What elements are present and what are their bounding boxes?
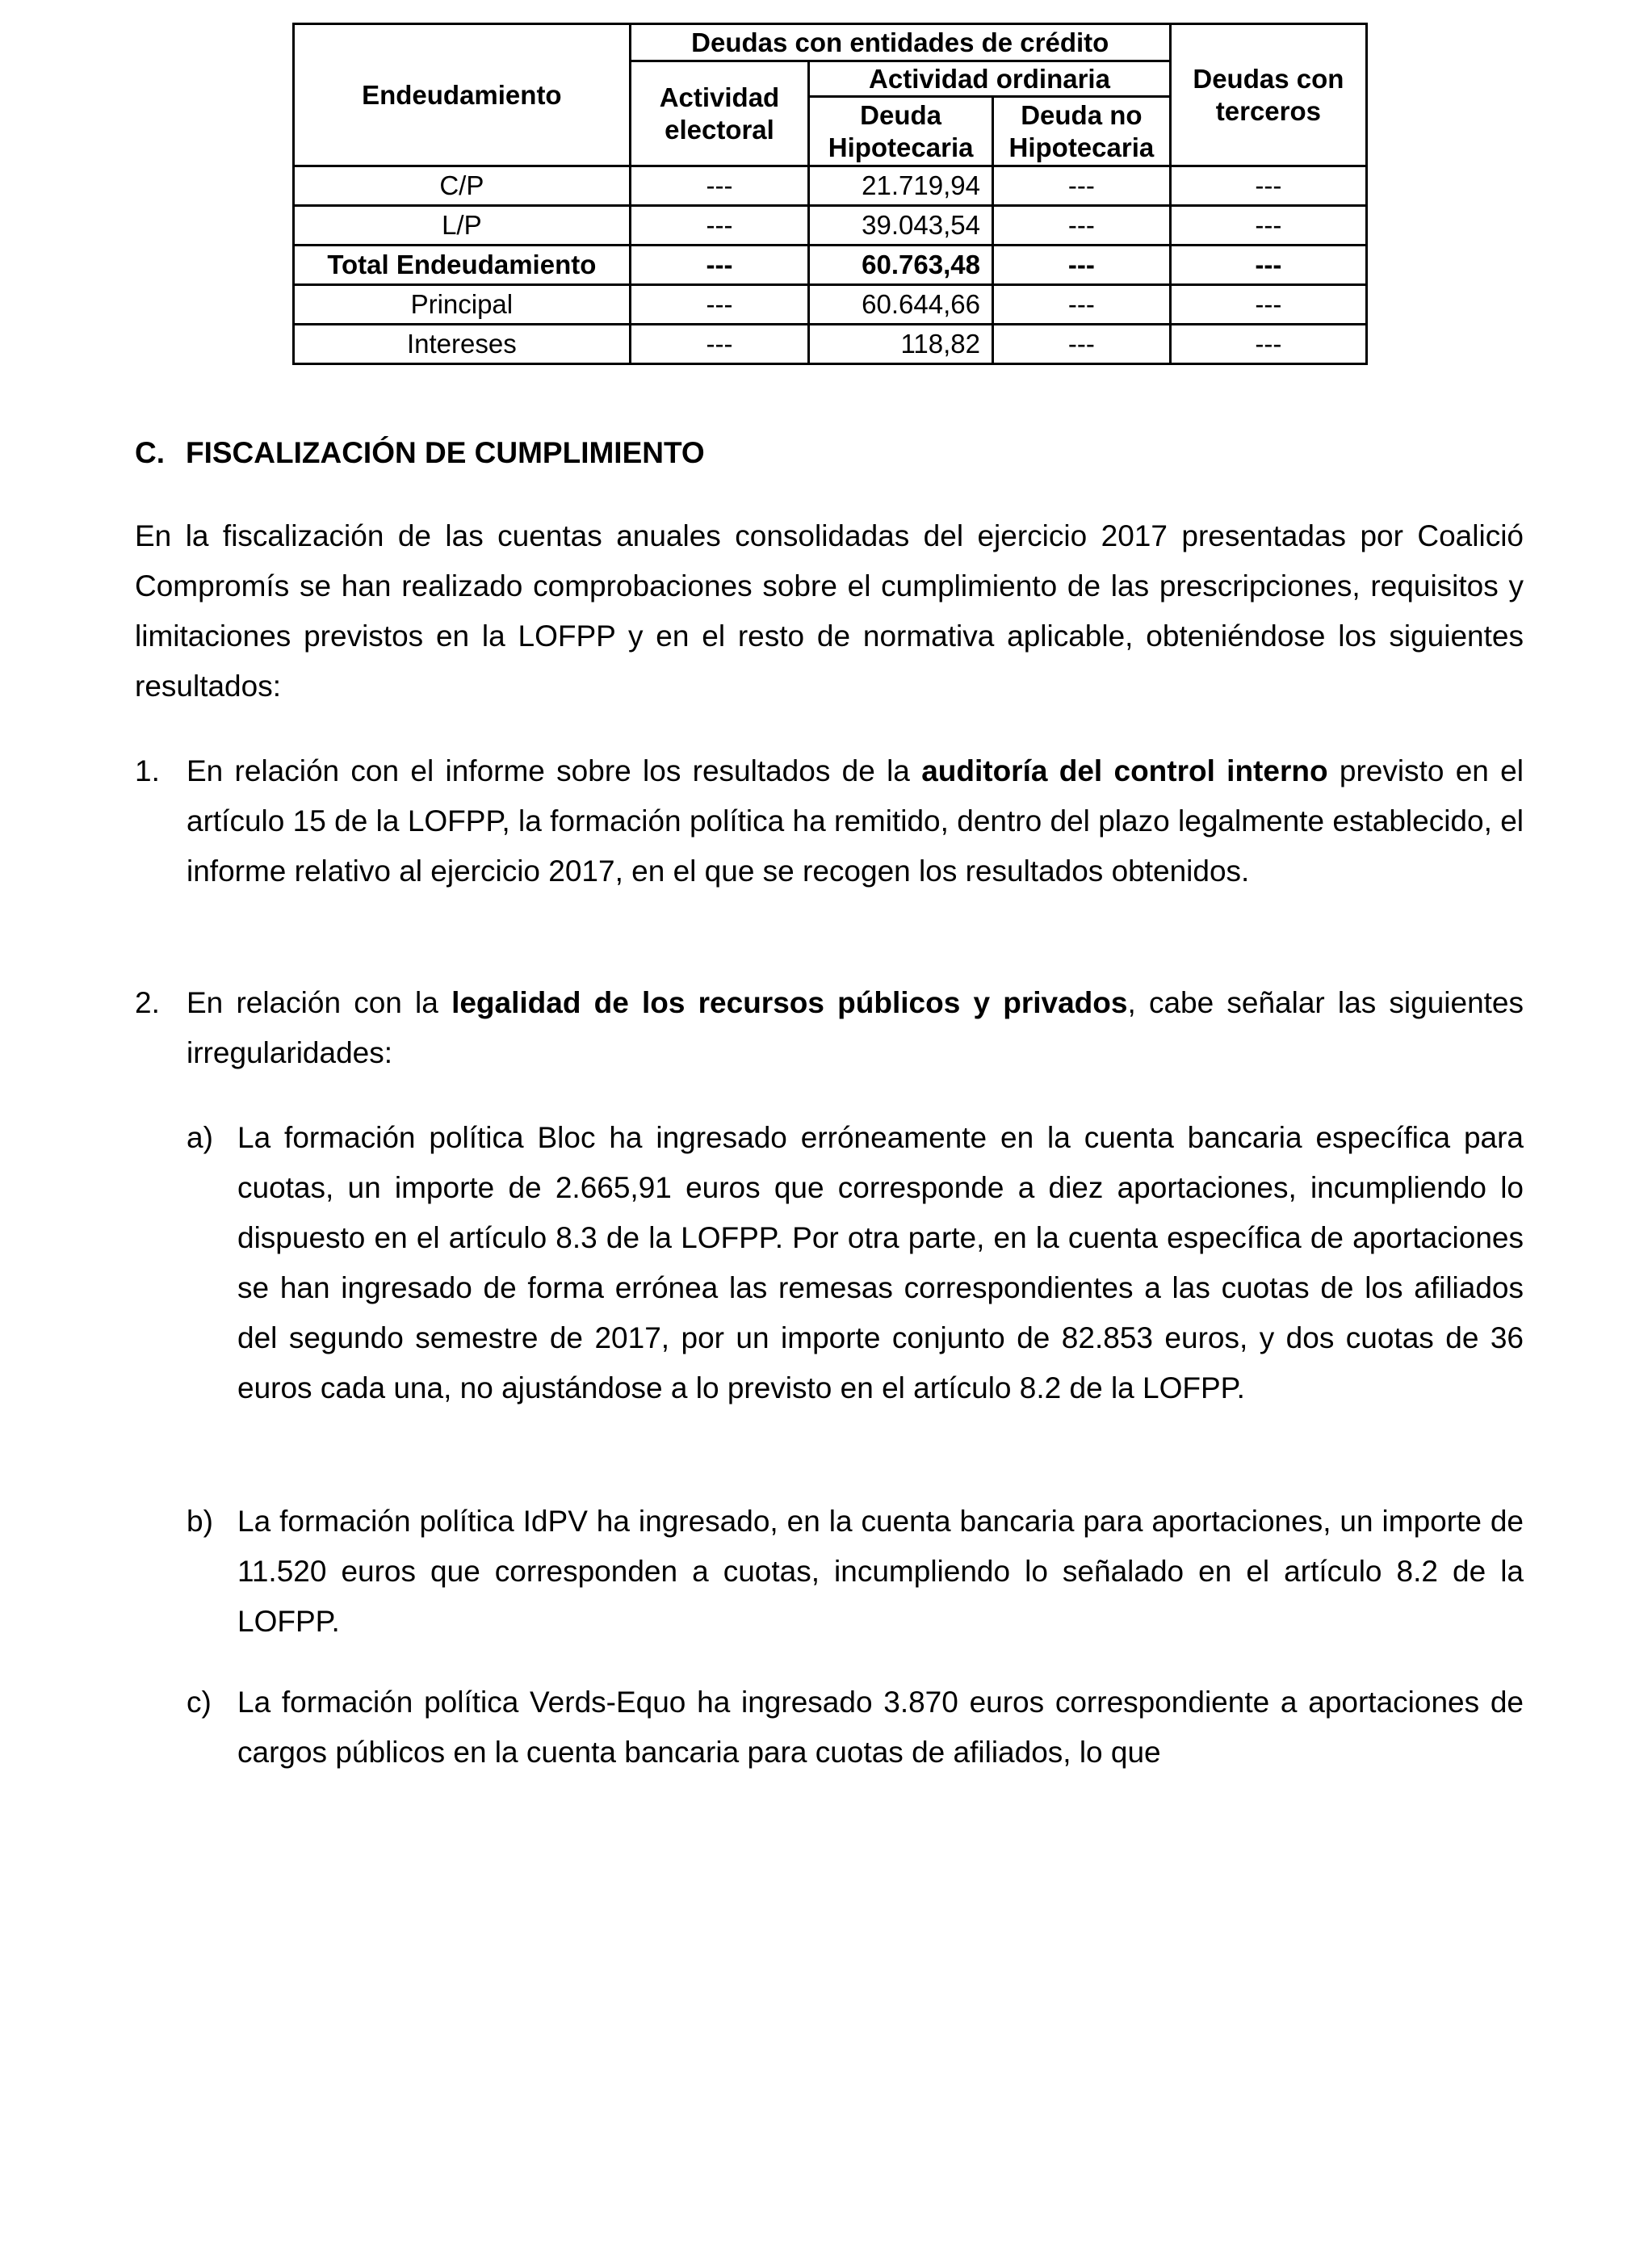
- sub-list-marker: a): [187, 1121, 213, 1154]
- table-row-total: [294, 246, 1367, 285]
- list-item-text: [187, 746, 1524, 896]
- cell-terceros: ---: [1170, 246, 1366, 285]
- cell-hipotecaria: 21.719,94: [809, 166, 993, 206]
- header-actividad-ordinaria: Actividad ordinaria: [809, 61, 1171, 97]
- list-item-text: [187, 978, 1524, 1078]
- sub-list-item-text: La formación política IdPV ha ingresado, en la cuenta bancaria para aportaciones, un importe de 11.520 euros que corresponden a cuotas, incumpliendo lo señalado en el artículo 8.2 de la LOFPP.: [237, 1505, 1524, 1638]
- cell-no-hipotecaria: ---: [992, 285, 1170, 325]
- cell-hipotecaria: 60.763,48: [809, 246, 993, 285]
- cell-no-hipotecaria: ---: [992, 206, 1170, 246]
- sub-list-item-text: La formación política Verds-Equo ha ingresado 3.870 euros correspondiente a aportaciones de cargos públicos en la cuenta bancaria para cuotas de afiliados, lo que: [237, 1686, 1524, 1769]
- cell-hipotecaria: 118,82: [809, 325, 993, 364]
- cell-hipotecaria: 60.644,66: [809, 285, 993, 325]
- header-actividad-electoral: Actividad electoral: [630, 61, 809, 166]
- cell-no-hipotecaria: ---: [992, 166, 1170, 206]
- cell-electoral: ---: [630, 246, 809, 285]
- sub-list-item-text: La formación política Bloc ha ingresado erróneamente en la cuenta bancaria específica para cuotas, un importe de 2.665,91 euros que corresponde a diez aportaciones, incumpliendo lo dispuesto en el artículo 8.3 de la LOFPP. Por otra parte, en la cuenta específica de aportaciones se han ingresado de forma errónea las remesas correspondientes a las cuotas de los afiliados del segundo semestre de 2017, por un importe conjunto de 82.853 euros, y dos cuotas de 36 euros cada una, no ajustándose a lo previsto en el artículo 8.2 de la LOFPP.: [237, 1121, 1524, 1404]
- table-row: [294, 285, 1367, 325]
- sub-list-marker: c): [187, 1686, 212, 1719]
- bold-run: auditoría del control interno: [921, 754, 1328, 787]
- table-row: [294, 206, 1367, 246]
- sub-list-item: [187, 1497, 1524, 1647]
- cell-electoral: ---: [630, 325, 809, 364]
- text-run: previsto en el artículo 15 de la LOFPP, la formación política ha remitido, dentro del plazo legalmente establecido, el informe relativo al ejercicio 2017, en el que se recogen los resultados obtenidos.: [187, 754, 1524, 888]
- row-label: Principal: [294, 285, 631, 325]
- cell-no-hipotecaria: ---: [992, 246, 1170, 285]
- bold-run: legalidad de los recursos públicos y privados: [451, 986, 1128, 1019]
- table-row: [294, 166, 1367, 206]
- cell-electoral: ---: [630, 166, 809, 206]
- debt-table-header: [294, 24, 1367, 166]
- cell-hipotecaria: 39.043,54: [809, 206, 993, 246]
- cell-terceros: ---: [1170, 325, 1366, 364]
- cell-terceros: ---: [1170, 206, 1366, 246]
- text-run: En relación con la: [187, 986, 452, 1019]
- cell-terceros: ---: [1170, 166, 1366, 206]
- cell-electoral: ---: [630, 285, 809, 325]
- header-endeudamiento: Endeudamiento: [294, 24, 631, 166]
- header-deudas-terceros: Deudas con terceros: [1170, 24, 1366, 166]
- list-marker: 1.: [135, 754, 160, 787]
- list-marker: 2.: [135, 986, 160, 1019]
- row-label: L/P: [294, 206, 631, 246]
- sub-list-marker: b): [187, 1505, 213, 1538]
- text-run: En relación con el informe sobre los resultados de la: [187, 754, 922, 787]
- list-item: [135, 746, 1524, 896]
- list-item: [135, 978, 1524, 1078]
- text-run: , cabe señalar las siguientes irregularidades:: [187, 986, 1524, 1069]
- header-deuda-no-hipotecaria: Deuda no Hipotecaria: [992, 97, 1170, 166]
- cell-terceros: ---: [1170, 285, 1366, 325]
- row-label: Total Endeudamiento: [294, 246, 631, 285]
- intro-paragraph: En la fiscalización de las cuentas anuales consolidadas del ejercicio 2017 presentadas por Coalició Compromís se han realizado comprobaciones sobre el cumplimiento de las prescripciones, requisitos y limitaciones previstos en la LOFPP y en el resto de normativa aplicable, obteniéndose los siguientes resultados:: [135, 519, 1524, 703]
- section-heading: [135, 428, 705, 478]
- header-deuda-hipotecaria: Deuda Hipotecaria: [809, 97, 993, 166]
- section-letter: C.: [135, 436, 165, 469]
- row-label: Intereses: [294, 325, 631, 364]
- header-deudas-entidades: Deudas con entidades de crédito: [630, 24, 1170, 61]
- sub-list-item: [187, 1677, 1524, 1778]
- row-label: C/P: [294, 166, 631, 206]
- cell-no-hipotecaria: ---: [992, 325, 1170, 364]
- section-title: FISCALIZACIÓN DE CUMPLIMIENTO: [186, 436, 705, 469]
- cell-electoral: ---: [630, 206, 809, 246]
- sub-list-item: [187, 1113, 1524, 1413]
- table-row: [294, 325, 1367, 364]
- debt-table: [292, 23, 1368, 365]
